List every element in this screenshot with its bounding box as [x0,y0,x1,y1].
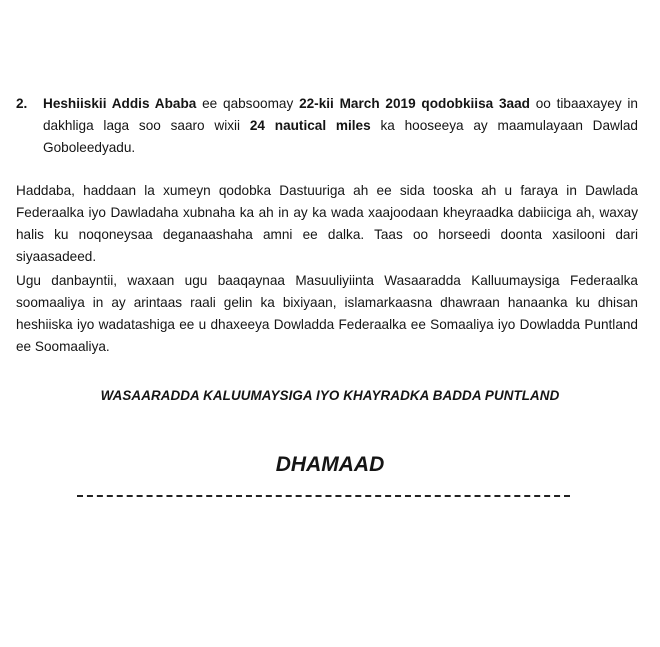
dashed-divider [77,495,570,497]
paragraph-2: Ugu danbayntii, waxaan ugu baaqaynaa Masuuliyiinta Wasaaradda Kalluumaysiga Federaalka soomaaliya in ay arintaas raali gelin ka bixiyaan, islamarkaasna dhawraan hanaanka ku dhisan heshiiska iyo wadatashiga ee u dhaxeeya Dowladda Federaalka ee Somaaliya iyo Dowladda Puntland ee Soomaaliya. [16,273,638,354]
closing-word: DHAMAAD [275,453,385,476]
organization-signature: WASAARADDA KALUUMAYSIGA IYO KHAYRADKA BADDA PUNTLAND [100,388,560,403]
agreement-name: Heshiiskii Addis Ababa [43,96,197,111]
point-text: Heshiiskii Addis Ababa ee qabsoomay 22-kii March 2019 qodobkiisa 3aad oo tibaaxayey in dakhliga laga soo saaro wixii 24 nautical miles ka hooseeya ay maamulayaan Dawlad Goboleedyadu. [43,96,638,155]
numbered-point [16,93,638,159]
point-number: 2. [16,96,28,111]
agreement-date-article: 22-kii March 2019 qodobkiisa 3aad [299,96,530,111]
paragraph-1: Haddaba, haddaan la xumeyn qodobka Dastuuriga ah ee sida tooska ah u faraya in Dawlada Federaalka iyo Dawladaha xubnaha ka ah in ay ka wada xaajoodaan kheyraadka dabiiciga ah, waxay halis ku noqoneysaa deganaashaha amni ee dalka. Taas oo horseedi doonta xasilooni dari siyaasadeed. [16,183,638,264]
nautical-miles: 24 nautical miles [249,118,371,133]
